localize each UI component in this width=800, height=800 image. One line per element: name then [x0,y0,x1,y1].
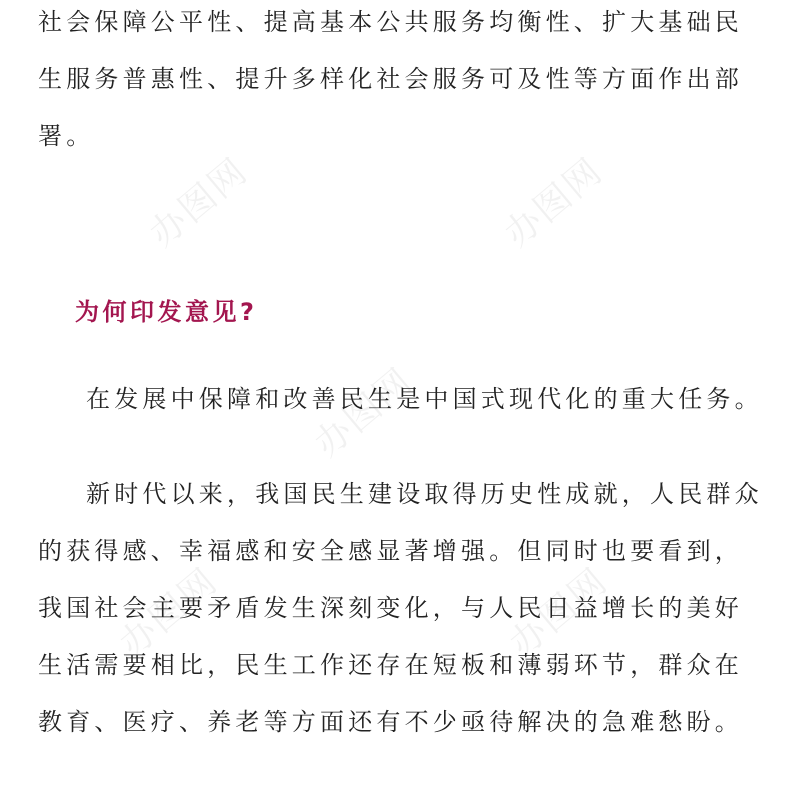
watermark: 办图网 [112,560,226,666]
watermark: 办图网 [497,150,611,256]
watermark: 办图网 [502,560,616,666]
intro-paragraph: 社会保障公平性、提高基本公共服务均衡性、扩大基础民生服务普惠性、提升多样化社会服务可及性等方面作出部署。 [38,8,743,150]
section-heading: 为何印发意见? [75,298,258,326]
body-paragraph-2: 新时代以来，我国民生建设取得历史性成就，人民群众的获得感、幸福感和安全感显著增强。但同时也要看到，我国社会主要矛盾发生深刻变化，与人民日益增长的美好生活需要相比，民生工作还存在短板和薄弱环节，群众在教育、医疗、养老等方面还有不少亟待解决的急难愁盼。 [38,480,763,736]
watermark: 办图网 [142,150,256,256]
body-paragraph-1: 在发展中保障和改善民生是中国式现代化的重大任务。 [86,385,763,413]
watermark: 办图网 [307,360,421,466]
